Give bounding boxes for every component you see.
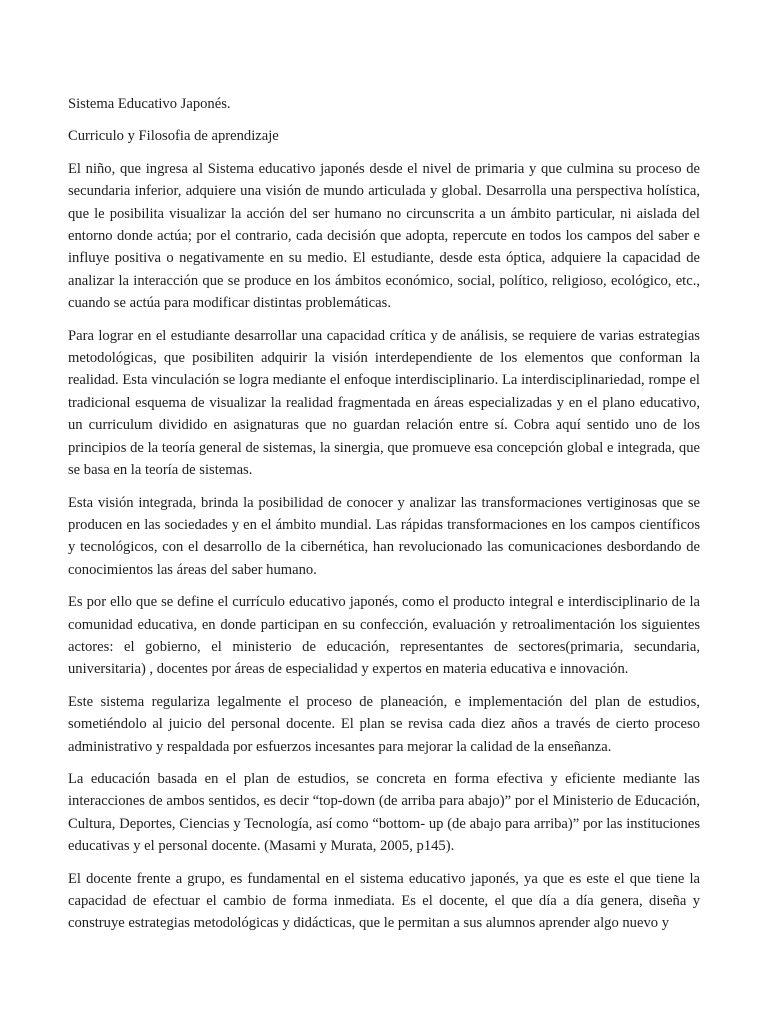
- paragraph: El docente frente a grupo, es fundamental en el sistema educativo japonés, ya que es este el que tiene la capacidad de efectuar el cambio de forma inmediata. Es el docente, el que día a día genera, diseña y construye estrategias metodológicas y didácticas, que le permitan a sus alumnos aprender algo nuevo y: [68, 870, 700, 932]
- paragraph: Este sistema regulariza legalmente el proceso de planeación, e implementación del plan de estudios, sometiéndolo al juicio del personal docente. El plan se revisa cada diez años a través de cierto proceso administrativo y respaldada por esfuerzos incesantes para mejorar la calidad de la enseñanza.: [68, 693, 700, 755]
- paragraph: Esta visión integrada, brinda la posibilidad de conocer y analizar las transformaciones vertiginosas que se producen en las sociedades y en el ámbito mundial. Las rápidas transformaciones en los campos científicos y tecnológicos, con el desarrollo de la cibernética, han revolucionado las comunicaciones desbordando de conocimientos las áreas del saber humano.: [68, 494, 700, 578]
- paragraph: Para lograr en el estudiante desarrollar una capacidad crítica y de análisis, se requiere de varias estrategias metodológicas, que posibiliten adquirir la visión interdependiente de los elementos que conforman la realidad. Esta vinculación se logra mediante el enfoque interdisciplinario. La interdisciplinariedad, rompe el tradicional esquema de visualizar la realidad fragmentada en áreas especializadas y en el plano educativo, un curriculum dividido en asignaturas que no guardan relación entre sí. Cobra aquí sentido uno de los principios de la teoría general de sistemas, la sinergia, que promueve esa concepción global e integrada, que se basa en la teoría de sistemas.: [68, 327, 700, 479]
- document-title: Sistema Educativo Japonés.: [68, 96, 231, 112]
- paragraph: El niño, que ingresa al Sistema educativo japonés desde el nivel de primaria y que culmina su proceso de secundaria inferior, adquiere una visión de mundo articulada y global. Desarrolla una perspectiva holística, que le posibilita visualizar la acción del ser humano no circunscrita a un ámbito particular, ni aislada del entorno donde actúa; por el contrario, cada decisión que adopta, repercute en todos los campos del saber e influye positiva o negativamente en su medio. El estudiante, desde esta óptica, adquiere la capacidad de analizar la interacción que se produce en los ámbitos económico, social, político, religioso, ecológico, etc., cuando se actúa para modificar distintas problemáticas.: [68, 160, 700, 312]
- document-body: [68, 93, 700, 945]
- section-heading: Curriculo y Filosofia de aprendizaje: [68, 128, 279, 145]
- paragraph: La educación basada en el plan de estudios, se concreta en forma efectiva y eficiente mediante las interacciones de ambos sentidos, es decir “top-down (de arriba para abajo)” por el Ministerio de Educación, Cultura, Deportes, Ciencias y Tecnología, así como “bottom- up (de abajo para arriba)” por las instituciones educativas y el personal docente. (Masami y Murata, 2005, p145).: [68, 770, 700, 855]
- paragraph: Es por ello que se define el currículo educativo japonés, como el producto integral e interdisciplinario de la comunidad educativa, en donde participan en su confección, evaluación y retroalimentación los siguientes actores: el gobierno, el ministerio de educación, representantes de sectores(primaria, secundaria, universitaria) , docentes por áreas de especialidad y expertos en materia educativa e innovación.: [68, 594, 700, 678]
